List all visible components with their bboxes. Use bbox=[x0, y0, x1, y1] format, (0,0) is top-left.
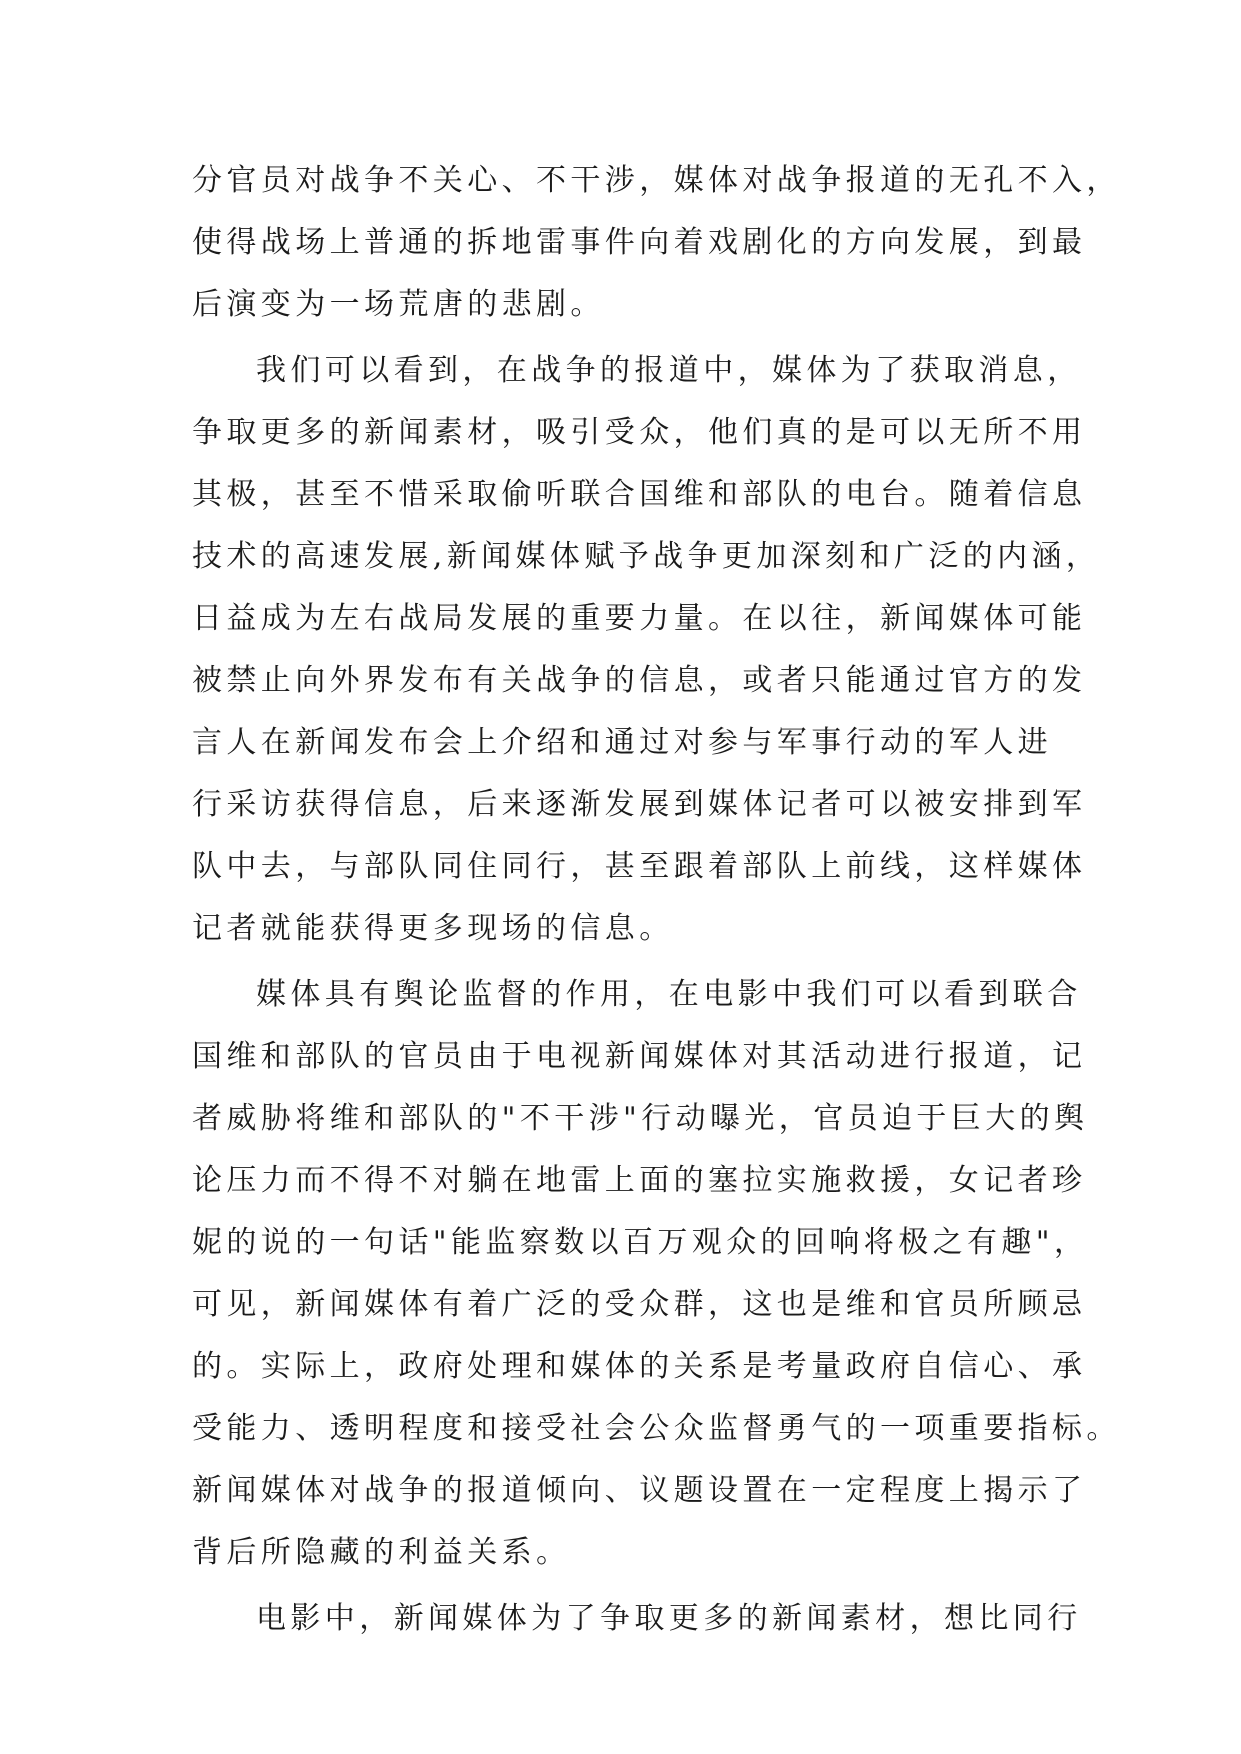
text-line: 分官员对战争不关心、不干涉，媒体对战争报道的无孔不入， bbox=[192, 163, 1121, 198]
text-line: 言人在新闻发布会上介绍和通过对参与军事行动的军人进 bbox=[192, 725, 1052, 760]
text-line: 我们可以看到，在战争的报道中，媒体为了获取消息， bbox=[256, 353, 1082, 388]
text-line: 记者就能获得更多现场的信息。 bbox=[192, 911, 674, 946]
text-line: 使得战场上普通的拆地雷事件向着戏剧化的方向发展，到最 bbox=[192, 225, 1087, 260]
text-line: 队中去，与部队同住同行，甚至跟着部队上前线，这样媒体 bbox=[192, 849, 1087, 884]
document-body bbox=[192, 150, 1121, 1654]
text-line: 媒体具有舆论监督的作用，在电影中我们可以看到联合 bbox=[256, 977, 1082, 1012]
text-line: 日益成为左右战局发展的重要力量。在以往，新闻媒体可能 bbox=[192, 601, 1087, 636]
text-line: 背后所隐藏的利益关系。 bbox=[192, 1535, 571, 1570]
text-line: 其极，甚至不惜采取偷听联合国维和部队的电台。随着信息 bbox=[192, 477, 1087, 512]
text-line: 妮的说的一句话"能监察数以百万观众的回响将极之有趣"， bbox=[192, 1225, 1089, 1260]
paragraph-4 bbox=[192, 1588, 1082, 1650]
text-line: 争取更多的新闻素材，吸引受众，他们真的是可以无所不用 bbox=[192, 415, 1087, 450]
text-line: 技术的高速发展,新闻媒体赋予战争更加深刻和广泛的内涵， bbox=[192, 539, 1101, 574]
text-line: 受能力、透明程度和接受社会公众监督勇气的一项重要指标。 bbox=[192, 1411, 1121, 1446]
paragraph-3 bbox=[192, 964, 1121, 1584]
text-line: 新闻媒体对战争的报道倾向、议题设置在一定程度上揭示了 bbox=[192, 1473, 1087, 1508]
text-line: 论压力而不得不对躺在地雷上面的塞拉实施救援，女记者珍 bbox=[192, 1163, 1087, 1198]
text-line: 电影中，新闻媒体为了争取更多的新闻素材，想比同行 bbox=[256, 1601, 1082, 1636]
paragraph-2 bbox=[192, 340, 1101, 960]
text-line: 可见，新闻媒体有着广泛的受众群，这也是维和官员所顾忌 bbox=[192, 1287, 1087, 1322]
text-line: 者威胁将维和部队的"不干涉"行动曝光，官员迫于巨大的舆 bbox=[192, 1101, 1089, 1136]
paragraph-1 bbox=[192, 150, 1121, 336]
text-line: 被禁止向外界发布有关战争的信息，或者只能通过官方的发 bbox=[192, 663, 1087, 698]
text-line: 后演变为一场荒唐的悲剧。 bbox=[192, 287, 605, 322]
text-line: 行采访获得信息，后来逐渐发展到媒体记者可以被安排到军 bbox=[192, 787, 1087, 822]
text-line: 国维和部队的官员由于电视新闻媒体对其活动进行报道，记 bbox=[192, 1039, 1087, 1074]
text-line: 的。实际上，政府处理和媒体的关系是考量政府自信心、承 bbox=[192, 1349, 1087, 1384]
